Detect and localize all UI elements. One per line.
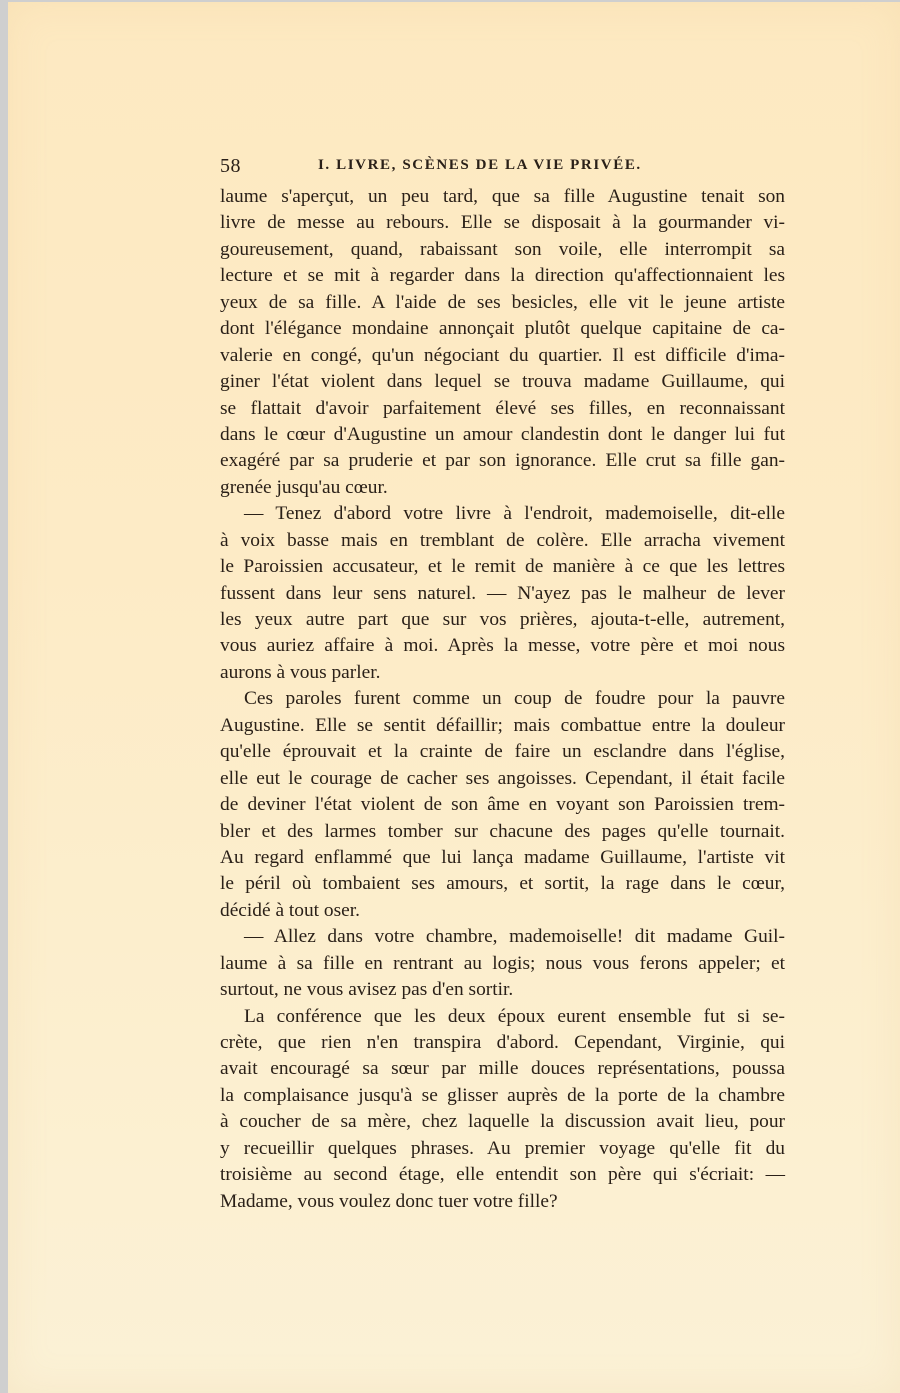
text-line: dont l'élégance mondaine annonçait plutôt quelque capitaine de ca- (220, 318, 785, 340)
paragraph (220, 184, 785, 501)
paragraph (220, 1004, 785, 1216)
text-line: yeux de sa fille. A l'aide de ses besicles, elle vit le jeune artiste (220, 291, 785, 313)
text-line: goureusement, quand, rabaissant son voile, elle interrompit sa (220, 238, 785, 260)
text-line: lecture et se mit à regarder dans la direction qu'affectionnaient les (220, 265, 785, 287)
text-line: giner l'état violent dans lequel se trouva madame Guillaume, qui (220, 371, 785, 393)
text-line: laume s'aperçut, un peu tard, que sa fille Augustine tenait son (220, 186, 785, 207)
text-line: décidé à tout oser. (220, 899, 360, 921)
page-number: 58 (220, 155, 241, 177)
text-line: troisième au second étage, elle entendit son père qui s'écriait: — (220, 1164, 785, 1186)
text-line: La conférence que les deux époux eurent ensemble fut si se- (244, 1005, 785, 1027)
text-line: — Tenez d'abord votre livre à l'endroit, mademoiselle, dit-elle (244, 503, 785, 525)
text-line: valerie en congé, qu'un négociant du quartier. Il est difficile d'ima- (220, 344, 785, 366)
text-line: le Paroissien accusateur, et le remit de manière à ce que les lettres (220, 556, 785, 578)
text-line: Au regard enflammé que lui lança madame Guillaume, l'artiste vit (220, 846, 785, 868)
paragraph (220, 686, 785, 924)
text-line: fussent dans leur sens naturel. — N'ayez pas le malheur de lever (220, 582, 785, 604)
running-header (220, 155, 788, 177)
text-line: vous auriez affaire à moi. Après la messe, votre père et moi nous (220, 635, 785, 657)
text-line: exagéré par sa pruderie et par son ignorance. Elle crut sa fille gan- (220, 450, 785, 472)
body-text (220, 184, 785, 1215)
text-line: la complaisance jusqu'à se glisser auprès de la porte de la chambre (220, 1084, 785, 1106)
paragraph (220, 924, 785, 1003)
text-line: avait encouragé sa sœur par mille douces représentations, poussa (220, 1058, 785, 1080)
text-line: le péril où tombaient ses amours, et sortit, la rage dans le cœur, (220, 873, 785, 895)
text-line: livre de messe au rebours. Elle se disposait à la gourmander vi- (220, 212, 785, 234)
text-line: y recueillir quelques phrases. Au premier voyage qu'elle fit du (220, 1137, 785, 1159)
text-line: — Allez dans votre chambre, mademoiselle! dit madame Guil- (244, 926, 785, 948)
text-line: Madame, vous voulez donc tuer votre fille? (220, 1190, 558, 1212)
text-line: crète, que rien n'en transpira d'abord. Cependant, Virginie, qui (220, 1032, 785, 1053)
text-line: surtout, ne vous avisez pas d'en sortir. (220, 979, 514, 1001)
text-line: Augustine. Elle se sentit défaillir; mais combattue entre la douleur (220, 714, 785, 736)
text-line: à coucher de sa mère, chez laquelle la discussion avait lieu, pour (220, 1111, 785, 1133)
running-title: I. LIVRE, SCÈNES DE LA VIE PRIVÉE. (318, 157, 642, 173)
text-line: bler et des larmes tomber sur chacune des pages qu'elle tournait. (220, 820, 785, 842)
text-line: elle eut le courage de cacher ses angoisses. Cependant, il était facile (220, 767, 785, 789)
text-line: dans le cœur d'Augustine un amour clandestin dont le danger lui fut (220, 423, 785, 445)
text-line: laume à sa fille en rentrant au logis; nous vous ferons appeler; et (220, 952, 785, 974)
book-page (8, 2, 900, 1393)
text-line: aurons à vous parler. (220, 661, 381, 683)
text-line: à voix basse mais en tremblant de colère. Elle arracha vivement (220, 529, 785, 551)
text-line: se flattait d'avoir parfaitement élevé ses filles, en reconnaissant (220, 397, 785, 419)
text-line: les yeux autre part que sur vos prières, ajouta-t-elle, autrement, (220, 609, 785, 630)
text-line: de deviner l'état violent de son âme en voyant son Paroissien trem- (220, 794, 785, 816)
text-line: qu'elle éprouvait et la crainte de faire un esclandre dans l'église, (220, 741, 785, 763)
paragraph (220, 501, 785, 686)
text-line: Ces paroles furent comme un coup de foudre pour la pauvre (244, 688, 785, 710)
text-line: grenée jusqu'au cœur. (220, 476, 388, 498)
